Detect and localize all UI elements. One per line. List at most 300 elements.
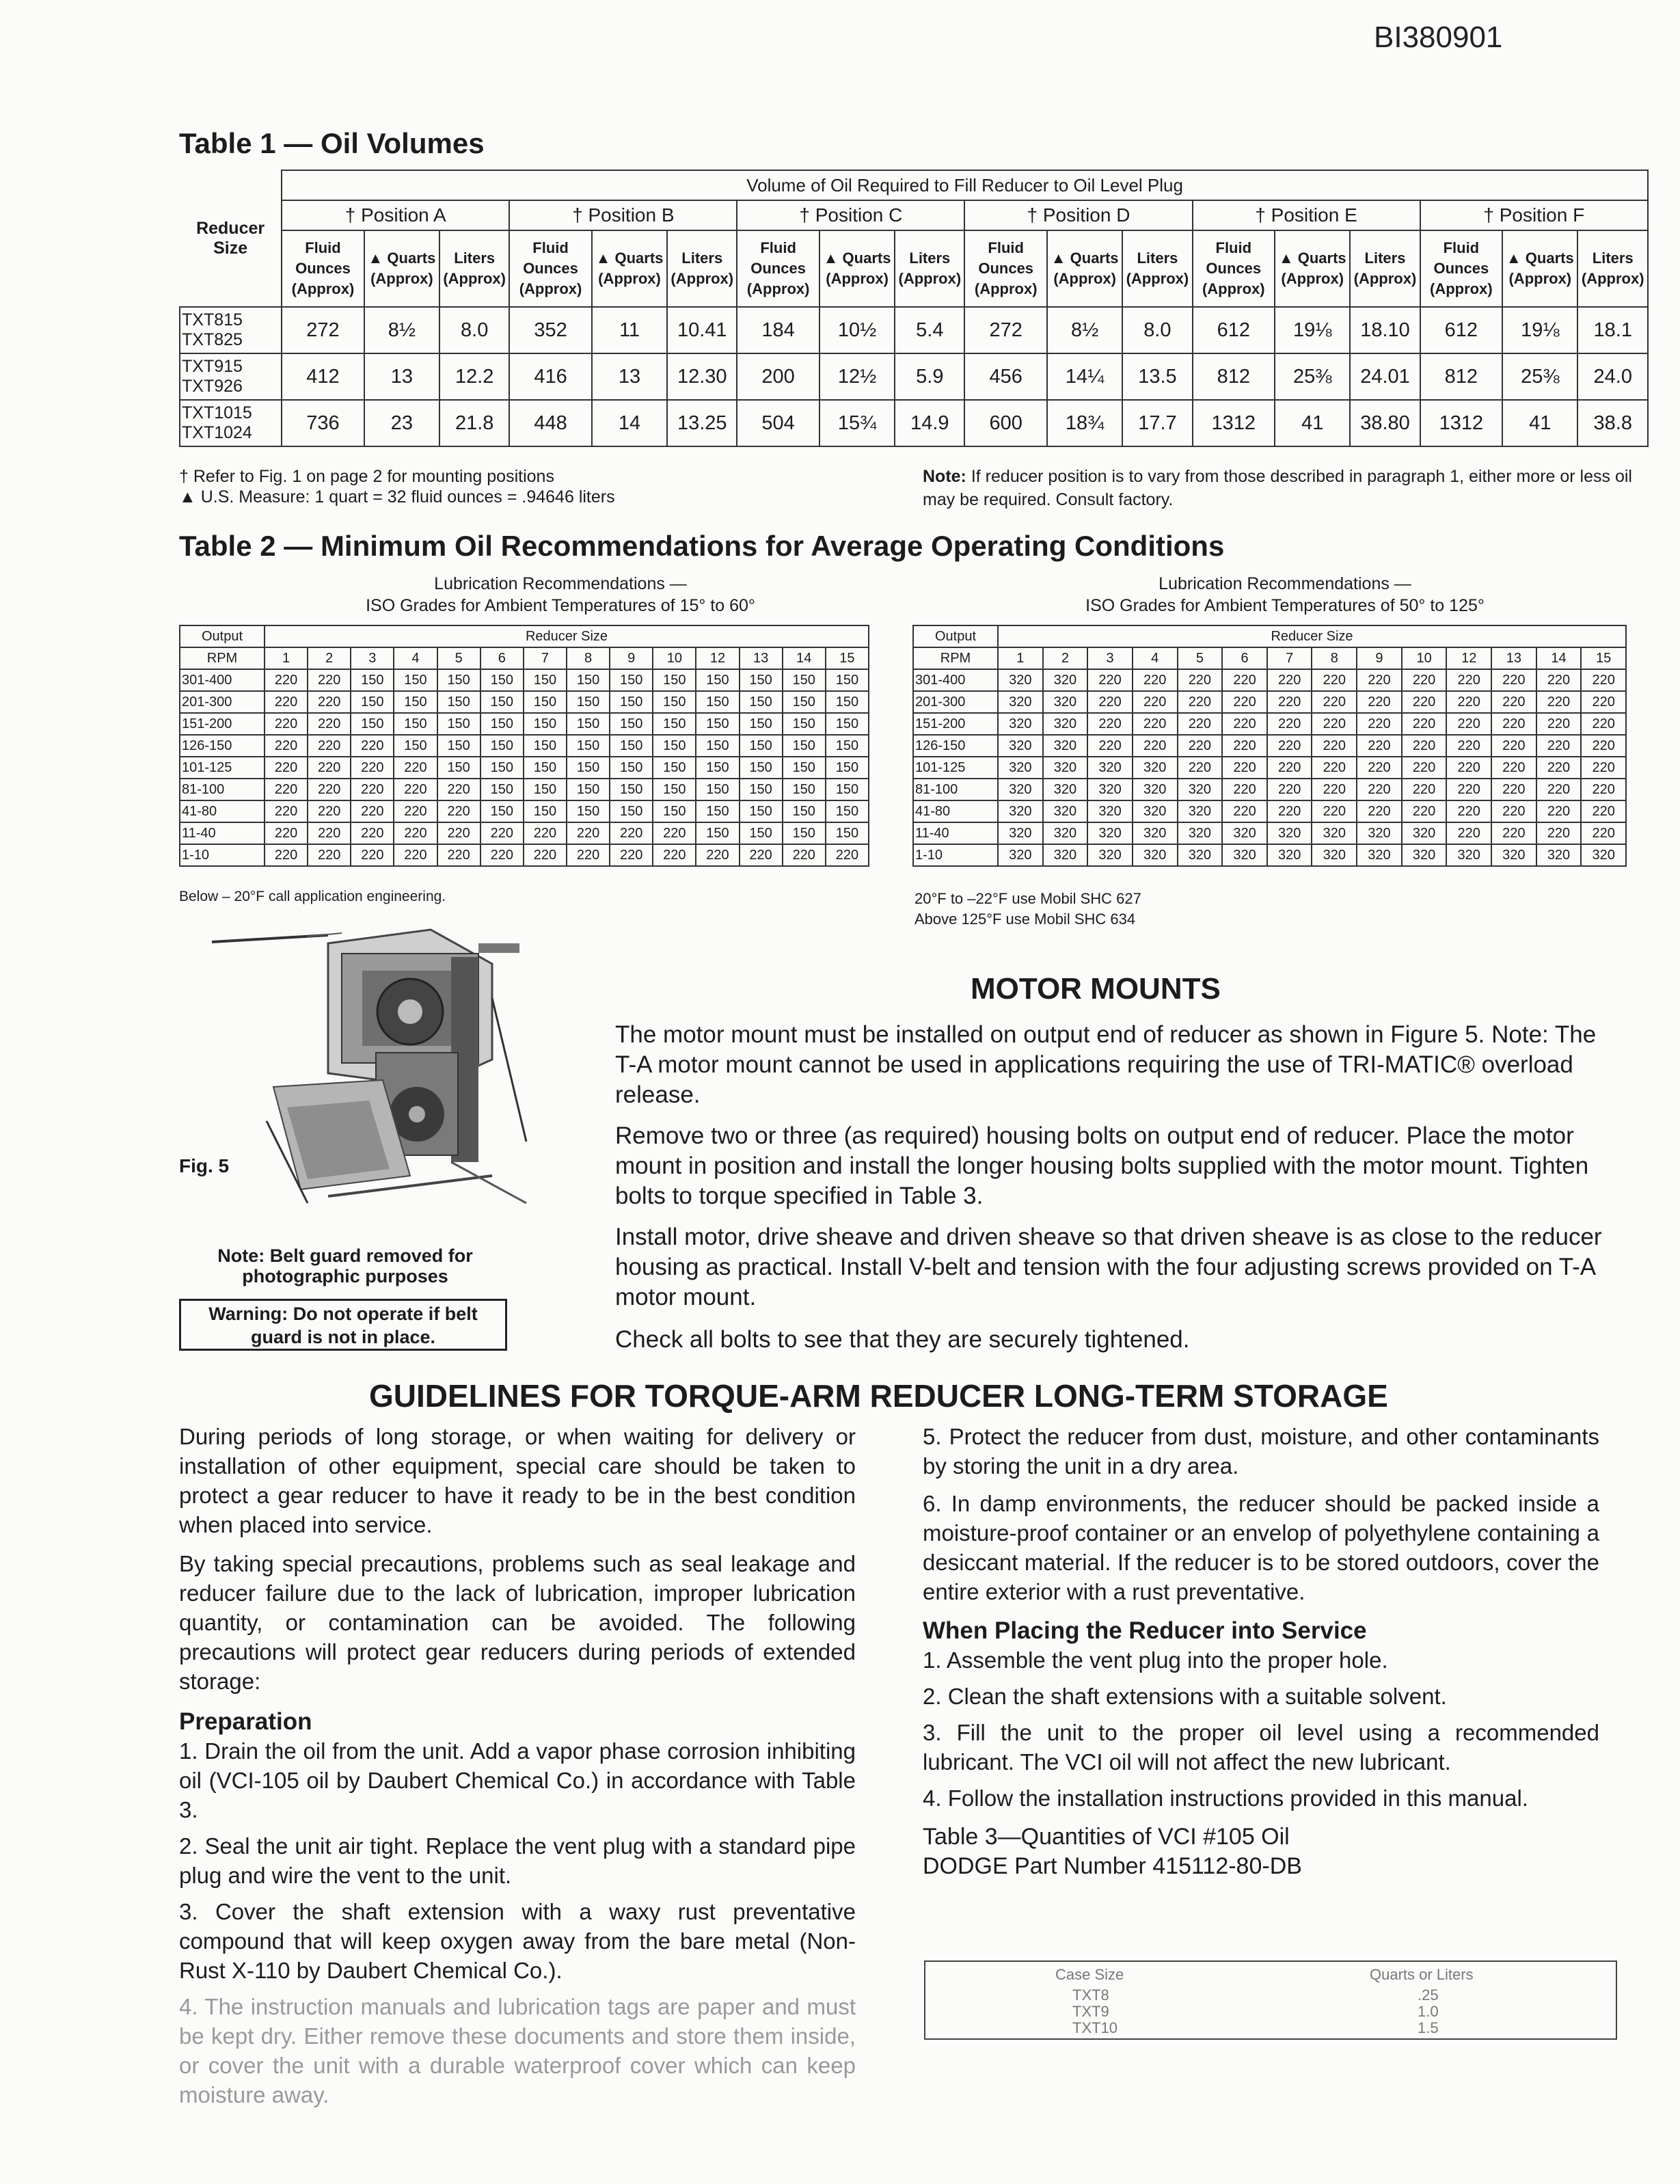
oil-volume-cell: 812	[1420, 353, 1503, 400]
oil-volume-cell: 200	[737, 353, 819, 400]
iso-grade-cell: 150	[394, 691, 437, 713]
iso-grade-cell: 220	[265, 800, 308, 822]
iso-grade-cell: 220	[1402, 669, 1447, 691]
table1-footnotes	[179, 466, 615, 507]
fluid-ounces-header: Fluid Ounces (Approx)	[509, 230, 592, 307]
rpm-range-cell: 81-100	[180, 779, 265, 800]
size-column-header: 8	[567, 647, 610, 669]
reducer-size-header: Reducer Size	[265, 625, 869, 647]
iso-grade-cell: 220	[826, 844, 869, 866]
table1-oil-volumes	[179, 170, 1649, 447]
iso-grade-cell: 150	[480, 800, 524, 822]
iso-grade-cell: 220	[1312, 779, 1357, 800]
iso-grade-cell: 220	[265, 822, 308, 844]
iso-grade-cell: 220	[1178, 735, 1223, 757]
iso-grade-cell: 220	[567, 822, 610, 844]
iso-grade-cell: 220	[1491, 735, 1536, 757]
iso-grade-cell: 220	[1222, 691, 1267, 713]
iso-grade-cell: 150	[394, 669, 437, 691]
size-column-header: 1	[998, 647, 1043, 669]
iso-grade-cell: 220	[1267, 800, 1312, 822]
reducer-model-cell: TXT915 TXT926	[180, 353, 282, 400]
size-column-header: 14	[1536, 647, 1582, 669]
liters-header: Liters (Approx)	[1577, 230, 1648, 307]
iso-grade-cell: 220	[653, 822, 696, 844]
iso-grade-cell: 220	[1087, 735, 1133, 757]
iso-grade-cell: 320	[1133, 757, 1178, 779]
warning-box: Warning: Do not operate if belt guard is not in place.	[179, 1299, 507, 1351]
iso-grade-cell: 150	[783, 735, 826, 757]
oil-volume-cell: 41	[1275, 400, 1350, 446]
fluid-ounces-header: Fluid Ounces (Approx)	[1193, 230, 1275, 307]
footnote-us-measure: ▲ U.S. Measure: 1 quart = 32 fluid ounces = .94646 liters	[179, 487, 615, 507]
table2-title: Table 2 — Minimum Oil Recommendations for Average Operating Conditions	[179, 530, 1225, 562]
reducer-size-header: Reducer Size	[180, 170, 282, 307]
table-row	[180, 735, 869, 757]
iso-grade-cell: 220	[1446, 779, 1491, 800]
table2-left-caption	[253, 573, 868, 617]
table3-size: TXT9	[1072, 2003, 1109, 2020]
liters-header: Liters (Approx)	[895, 230, 964, 307]
motor-mounts-para-1: The motor mount must be installed on output end of reducer as shown in Figure 5. Note: The T-A motor mount cannot be used in applications requiring the use of TRI-MATIC® overload release.	[615, 1021, 1597, 1108]
note-text: If reducer position is to vary from those described in paragraph 1, either more or less oil may be required. Consult factory.	[923, 467, 1632, 509]
iso-grade-cell: 220	[1536, 735, 1582, 757]
table-row	[180, 307, 1648, 353]
iso-grade-cell: 220	[1267, 735, 1312, 757]
liters-header: Liters (Approx)	[439, 230, 509, 307]
iso-grade-cell: 150	[567, 757, 610, 779]
iso-grade-cell: 220	[1581, 691, 1626, 713]
rpm-range-cell: 81-100	[913, 779, 998, 800]
iso-grade-cell: 150	[653, 735, 696, 757]
oil-volume-cell: 12.2	[439, 353, 509, 400]
iso-grade-cell: 150	[826, 757, 869, 779]
position-c-header: † Position C	[737, 200, 964, 230]
size-column-header: 2	[308, 647, 351, 669]
oil-volume-cell: 19⅛	[1502, 307, 1577, 353]
iso-grade-cell: 220	[308, 844, 351, 866]
oil-volume-cell: 5.9	[895, 353, 964, 400]
iso-grade-cell: 150	[740, 669, 783, 691]
rpm-range-cell: 126-150	[180, 735, 265, 757]
rpm-range-cell: 11-40	[913, 822, 998, 844]
iso-grade-cell: 320	[998, 800, 1043, 822]
iso-grade-cell: 220	[308, 735, 351, 757]
oil-volume-cell: 14.9	[895, 400, 964, 446]
iso-grade-cell: 320	[1222, 822, 1267, 844]
table2-right-footnotes	[914, 889, 1141, 930]
oil-volume-cell: 24.01	[1350, 353, 1420, 400]
iso-grade-cell: 220	[1402, 713, 1447, 735]
rpm-range-cell: 1-10	[180, 844, 265, 866]
table-row	[180, 800, 869, 822]
iso-grade-cell: 320	[1043, 669, 1088, 691]
oil-volume-cell: 17.7	[1122, 400, 1192, 446]
oil-volume-cell: 13.25	[667, 400, 737, 446]
table-row	[913, 691, 1626, 713]
fluid-ounces-header: Fluid Ounces (Approx)	[282, 230, 364, 307]
iso-grade-cell: 150	[524, 669, 567, 691]
table-row	[913, 800, 1626, 822]
iso-grade-cell: 220	[740, 844, 783, 866]
liters-header: Liters (Approx)	[1350, 230, 1420, 307]
iso-grade-cell: 320	[1087, 757, 1133, 779]
storage-left-column	[179, 1422, 856, 2109]
table3-col-quarts: Quarts or Liters	[1370, 1966, 1474, 1983]
iso-grade-cell: 220	[567, 844, 610, 866]
iso-grade-cell: 150	[826, 779, 869, 800]
iso-grade-cell: 220	[1581, 713, 1626, 735]
iso-grade-cell: 150	[826, 669, 869, 691]
iso-grade-cell: 150	[437, 669, 480, 691]
size-column-header: 14	[783, 647, 826, 669]
iso-grade-cell: 220	[437, 844, 480, 866]
iso-grade-cell: 220	[1357, 691, 1402, 713]
iso-grade-cell: 220	[394, 779, 437, 800]
iso-grade-cell: 150	[437, 713, 480, 735]
iso-grade-cell: 220	[1491, 822, 1536, 844]
rpm-range-cell: 101-125	[180, 757, 265, 779]
iso-grade-cell: 320	[1043, 757, 1088, 779]
size-column-header: 4	[394, 647, 437, 669]
iso-grade-cell: 320	[998, 691, 1043, 713]
iso-grade-cell: 220	[480, 822, 524, 844]
oil-volume-cell: 12.30	[667, 353, 737, 400]
table-row	[180, 779, 869, 800]
iso-grade-cell: 150	[783, 822, 826, 844]
table2-right-caption	[943, 573, 1627, 617]
iso-grade-cell: 220	[265, 735, 308, 757]
iso-grade-cell: 320	[998, 844, 1043, 866]
storage-right-column	[923, 1422, 1599, 1881]
prep-step-4: 4. The instruction manuals and lubrication tags are paper and must be kept dry. Either remove these documents and store them inside, or cover the unit with a durable waterproof cover which can keep moisture away.	[179, 1994, 856, 2107]
iso-grade-cell: 150	[653, 713, 696, 735]
iso-grade-cell: 220	[351, 735, 394, 757]
iso-grade-cell: 220	[1133, 669, 1178, 691]
iso-grade-cell: 220	[308, 669, 351, 691]
iso-grade-cell: 220	[1133, 713, 1178, 735]
iso-grade-cell: 150	[740, 735, 783, 757]
rpm-header: RPM	[180, 647, 265, 669]
iso-grade-cell: 150	[783, 800, 826, 822]
iso-grade-cell: 220	[1581, 800, 1626, 822]
table-row	[913, 779, 1626, 800]
iso-grade-cell: 150	[696, 735, 739, 757]
iso-grade-cell: 320	[1402, 822, 1447, 844]
table-row	[913, 669, 1626, 691]
iso-grade-cell: 220	[351, 822, 394, 844]
iso-grade-cell: 220	[1536, 800, 1582, 822]
quarts-header: ▲ Quarts (Approx)	[1502, 230, 1577, 307]
iso-grade-cell: 220	[1267, 713, 1312, 735]
motor-mounts-para-3: Install motor, drive sheave and driven sheave so that driven sheave is as close to the reducer housing as practical. Install V-belt and tension with the four adjusting screws provided on T-A motor mount.	[615, 1224, 1602, 1310]
iso-grade-cell: 150	[480, 713, 524, 735]
size-column-header: 15	[1581, 647, 1626, 669]
quarts-header: ▲ Quarts (Approx)	[1275, 230, 1350, 307]
iso-grade-cell: 150	[524, 757, 567, 779]
size-column-header: 3	[1087, 647, 1133, 669]
prep-step-3: 3. Cover the shaft extension with a waxy rust preventative compound that will keep oxygen away from the bare metal (Non-Rust X-110 by Daubert Chemical Co.).	[179, 1899, 856, 1983]
iso-grade-cell: 220	[308, 800, 351, 822]
oil-volume-cell: 18.1	[1577, 307, 1648, 353]
size-column-header: 2	[1043, 647, 1088, 669]
size-column-header: 7	[1267, 647, 1312, 669]
table3-title-2: DODGE Part Number 415112-80-DB	[923, 1853, 1302, 1879]
oil-volume-cell: 612	[1420, 307, 1503, 353]
table3-qty: 1.0	[1418, 2003, 1439, 2020]
iso-grade-cell: 220	[1402, 757, 1447, 779]
iso-grade-cell: 220	[1133, 691, 1178, 713]
iso-grade-cell: 320	[1267, 844, 1312, 866]
iso-grade-cell: 320	[1312, 822, 1357, 844]
iso-grade-cell: 220	[1357, 713, 1402, 735]
iso-grade-cell: 150	[437, 691, 480, 713]
iso-grade-cell: 150	[696, 779, 739, 800]
size-column-header: 3	[351, 647, 394, 669]
size-column-header: 9	[610, 647, 653, 669]
oil-volume-cell: 25⅜	[1502, 353, 1577, 400]
iso-grade-cell: 320	[1087, 822, 1133, 844]
oil-volume-cell: 456	[964, 353, 1047, 400]
iso-grade-cell: 320	[1133, 779, 1178, 800]
iso-grade-cell: 150	[480, 735, 524, 757]
iso-grade-cell: 150	[826, 735, 869, 757]
iso-grade-cell: 220	[265, 779, 308, 800]
oil-volume-cell: 38.8	[1577, 400, 1648, 446]
iso-grade-cell: 220	[1178, 669, 1223, 691]
iso-grade-cell: 220	[1133, 735, 1178, 757]
table2-left-footnote: Below – 20°F call application engineering.	[179, 889, 446, 904]
iso-grade-cell: 150	[740, 800, 783, 822]
oil-volume-cell: 612	[1193, 307, 1275, 353]
table3-qty: 1.5	[1418, 2019, 1439, 2036]
oil-volume-cell: 10.41	[667, 307, 737, 353]
quarts-header: ▲ Quarts (Approx)	[1047, 230, 1122, 307]
oil-volume-cell: 352	[509, 307, 592, 353]
iso-grade-cell: 150	[740, 713, 783, 735]
iso-grade-cell: 220	[1446, 669, 1491, 691]
oil-volume-cell: 736	[282, 400, 364, 446]
size-column-header: 12	[696, 647, 739, 669]
iso-grade-cell: 220	[394, 757, 437, 779]
iso-grade-cell: 320	[1178, 779, 1223, 800]
oil-volume-cell: 38.80	[1350, 400, 1420, 446]
service-step-4: 4. Follow the installation instructions provided in this manual.	[923, 1785, 1528, 1811]
oil-volume-cell: 23	[364, 400, 439, 446]
fluid-ounces-header: Fluid Ounces (Approx)	[737, 230, 819, 307]
iso-grade-cell: 150	[826, 822, 869, 844]
reducer-model-cell: TXT815 TXT825	[180, 307, 282, 353]
iso-grade-cell: 220	[1446, 822, 1491, 844]
iso-grade-cell: 150	[696, 800, 739, 822]
rpm-range-cell: 151-200	[180, 713, 265, 735]
iso-grade-cell: 220	[1087, 713, 1133, 735]
iso-grade-cell: 320	[1043, 691, 1088, 713]
iso-grade-cell: 220	[1178, 757, 1223, 779]
storage-step-6: 6. In damp environments, the reducer should be packed inside a moisture-proof container or an envelop of polyethylene containing a desiccant material. If the reducer is to be stored outdoors, cover the entire exterior with a rust preventative.	[923, 1491, 1599, 1604]
iso-grade-cell: 220	[351, 779, 394, 800]
iso-grade-cell: 150	[740, 757, 783, 779]
table3-vci-quantities	[924, 1960, 1617, 2040]
preparation-heading: Preparation	[179, 1708, 312, 1735]
iso-grade-cell: 150	[524, 779, 567, 800]
iso-grade-cell: 150	[351, 713, 394, 735]
oil-volume-cell: 1312	[1420, 400, 1503, 446]
oil-volume-cell: 13	[592, 353, 667, 400]
iso-grade-cell: 220	[1536, 691, 1582, 713]
iso-grade-cell: 150	[826, 713, 869, 735]
iso-grade-cell: 220	[1581, 779, 1626, 800]
oil-volume-cell: 504	[737, 400, 819, 446]
iso-grade-cell: 220	[1312, 691, 1357, 713]
iso-grade-cell: 150	[696, 822, 739, 844]
service-heading: When Placing the Reducer into Service	[923, 1617, 1367, 1644]
table2-left-grid	[179, 625, 869, 867]
rpm-range-cell: 201-300	[913, 691, 998, 713]
iso-grade-cell: 220	[265, 844, 308, 866]
table-row	[180, 844, 869, 866]
iso-grade-cell: 220	[653, 844, 696, 866]
iso-grade-cell: 220	[610, 822, 653, 844]
iso-grade-cell: 220	[1536, 822, 1582, 844]
table3-size: TXT8	[1072, 1986, 1109, 2004]
iso-grade-cell: 220	[1357, 735, 1402, 757]
iso-grade-cell: 220	[1402, 691, 1447, 713]
iso-grade-cell: 150	[394, 735, 437, 757]
table-row	[913, 757, 1626, 779]
iso-grade-cell: 220	[1087, 669, 1133, 691]
quarts-header: ▲ Quarts (Approx)	[592, 230, 667, 307]
iso-grade-cell: 220	[1536, 713, 1582, 735]
iso-grade-cell: 220	[1312, 757, 1357, 779]
oil-volume-cell: 13	[364, 353, 439, 400]
size-column-header: 8	[1312, 647, 1357, 669]
rpm-header: RPM	[913, 647, 998, 669]
iso-grade-cell: 320	[998, 822, 1043, 844]
iso-grade-cell: 220	[1312, 669, 1357, 691]
iso-grade-cell: 150	[783, 713, 826, 735]
iso-grade-cell: 150	[740, 779, 783, 800]
size-column-header: 13	[740, 647, 783, 669]
iso-grade-cell: 320	[1581, 844, 1626, 866]
iso-grade-cell: 220	[783, 844, 826, 866]
iso-grade-cell: 320	[1133, 800, 1178, 822]
right-footnote-2: Above 125°F use Mobil SHC 634	[914, 911, 1136, 928]
iso-grade-cell: 220	[265, 713, 308, 735]
iso-grade-cell: 220	[265, 669, 308, 691]
iso-grade-cell: 150	[567, 713, 610, 735]
iso-grade-cell: 220	[265, 691, 308, 713]
iso-grade-cell: 220	[1222, 713, 1267, 735]
table3-col-case-size: Case Size	[1055, 1966, 1124, 1983]
iso-grade-cell: 320	[1402, 844, 1447, 866]
iso-grade-cell: 220	[308, 757, 351, 779]
iso-grade-cell: 220	[1357, 800, 1402, 822]
iso-grade-cell: 150	[653, 691, 696, 713]
note-label: Note:	[923, 467, 966, 486]
table1-main-header: Volume of Oil Required to Fill Reducer to Oil Level Plug	[282, 170, 1648, 200]
iso-grade-cell: 320	[1043, 735, 1088, 757]
rpm-range-cell: 301-400	[913, 669, 998, 691]
output-header: Output	[180, 625, 265, 647]
iso-grade-cell: 220	[1536, 779, 1582, 800]
oil-volume-cell: 25⅜	[1275, 353, 1350, 400]
iso-grade-cell: 220	[1222, 800, 1267, 822]
iso-grade-cell: 150	[480, 757, 524, 779]
iso-grade-cell: 220	[437, 800, 480, 822]
prep-step-1: 1. Drain the oil from the unit. Add a vapor phase corrosion inhibiting oil (VCI-105 oil by Daubert Chemical Co.) in accordance with Table 3.	[179, 1738, 856, 1822]
size-column-header: 6	[1222, 647, 1267, 669]
iso-grade-cell: 220	[1402, 800, 1447, 822]
oil-volume-cell: 1312	[1193, 400, 1275, 446]
iso-grade-cell: 150	[610, 713, 653, 735]
table-row	[180, 757, 869, 779]
reducer-model-cell: TXT1015 TXT1024	[180, 400, 282, 446]
iso-grade-cell: 150	[567, 800, 610, 822]
iso-grade-cell: 150	[783, 669, 826, 691]
table-row	[913, 735, 1626, 757]
iso-grade-cell: 320	[1133, 822, 1178, 844]
oil-volume-cell: 8½	[1047, 307, 1122, 353]
motor-mounts-para-4: Check all bolts to see that they are securely tightened.	[615, 1326, 1190, 1353]
iso-grade-cell: 220	[1446, 800, 1491, 822]
table-row	[180, 691, 869, 713]
iso-grade-cell: 220	[394, 800, 437, 822]
iso-grade-cell: 150	[696, 713, 739, 735]
belt-guard-note: Note: Belt guard removed for photographic purposes	[217, 1245, 473, 1286]
iso-grade-cell: 150	[394, 713, 437, 735]
iso-grade-cell: 220	[1267, 757, 1312, 779]
iso-grade-cell: 220	[480, 844, 524, 866]
iso-grade-cell: 320	[1087, 844, 1133, 866]
iso-grade-cell: 220	[1312, 800, 1357, 822]
iso-grade-cell: 150	[740, 691, 783, 713]
iso-grade-cell: 220	[437, 779, 480, 800]
iso-grade-cell: 220	[1491, 800, 1536, 822]
iso-grade-cell: 150	[437, 757, 480, 779]
iso-grade-cell: 150	[480, 691, 524, 713]
iso-grade-cell: 220	[1536, 669, 1582, 691]
iso-grade-cell: 220	[1581, 669, 1626, 691]
iso-grade-cell: 320	[1357, 844, 1402, 866]
table1-note	[923, 465, 1661, 511]
iso-grade-cell: 220	[1446, 691, 1491, 713]
iso-grade-cell: 150	[351, 691, 394, 713]
iso-grade-cell: 220	[1491, 757, 1536, 779]
fluid-ounces-header: Fluid Ounces (Approx)	[964, 230, 1047, 307]
service-step-1: 1. Assemble the vent plug into the proper hole.	[923, 1647, 1388, 1673]
iso-grade-cell: 150	[524, 713, 567, 735]
iso-grade-cell: 220	[437, 822, 480, 844]
storage-intro-1: During periods of long storage, or when waiting for delivery or installation of other equipment, special care should be taken to protect a gear reducer to have it ready to be in the best condition when placed into service.	[179, 1424, 856, 1537]
position-a-header: † Position A	[282, 200, 509, 230]
iso-grade-cell: 220	[1312, 713, 1357, 735]
iso-grade-cell: 220	[524, 844, 567, 866]
iso-grade-cell: 320	[1222, 844, 1267, 866]
iso-grade-cell: 150	[740, 822, 783, 844]
iso-grade-cell: 220	[1357, 669, 1402, 691]
oil-volume-cell: 18¾	[1047, 400, 1122, 446]
rpm-range-cell: 41-80	[913, 800, 998, 822]
size-column-header: 5	[1178, 647, 1223, 669]
iso-grade-cell: 220	[1087, 691, 1133, 713]
iso-grade-cell: 220	[1267, 669, 1312, 691]
iso-grade-cell: 150	[783, 757, 826, 779]
iso-grade-cell: 150	[524, 691, 567, 713]
motor-mounts-heading: MOTOR MOUNTS	[971, 972, 1221, 1006]
motor-mount-photo	[205, 916, 588, 1217]
rpm-range-cell: 151-200	[913, 713, 998, 735]
